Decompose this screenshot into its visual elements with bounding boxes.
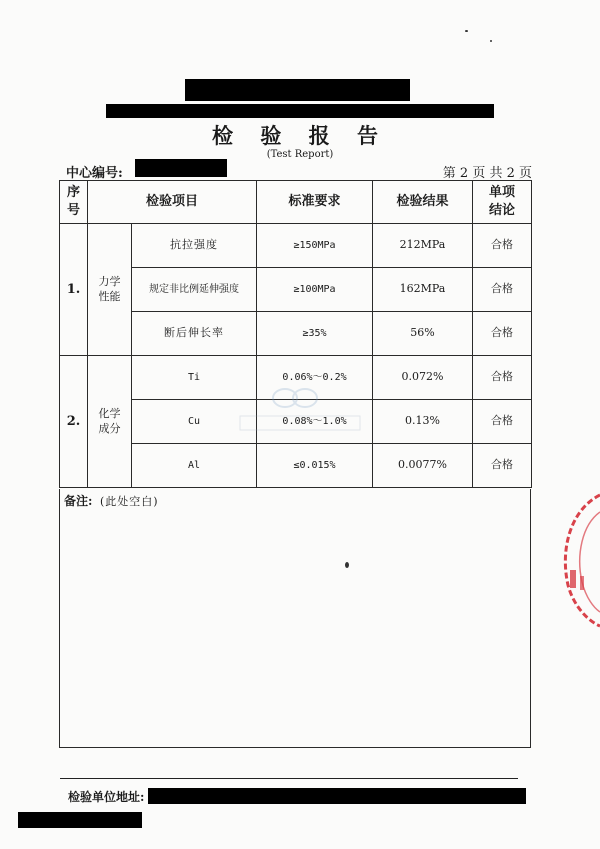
group-category: 力学性能 <box>88 224 132 356</box>
item-conclusion: 合格 <box>473 224 532 268</box>
center-no-label: 中心编号: <box>66 166 123 181</box>
table-header-row <box>60 181 532 224</box>
item-conclusion: 合格 <box>473 312 532 356</box>
item-conclusion: 合格 <box>473 356 532 400</box>
item-result: 162MPa <box>373 268 473 312</box>
item-result: 0.072% <box>373 356 473 400</box>
item-requirement: ≤0.015% <box>257 444 373 488</box>
item-name: Cu <box>132 400 257 444</box>
remarks-text: (此处空白) <box>100 495 159 508</box>
page-number: 第 2 页 共 2 页 <box>442 166 532 181</box>
redacted-header-line-2 <box>106 104 494 118</box>
header-result: 检验结果 <box>373 181 473 224</box>
group-no: 2. <box>60 356 88 488</box>
remarks-box <box>59 489 531 748</box>
redacted-header-line-1 <box>185 79 410 101</box>
scan-speck <box>345 562 349 568</box>
header-conclusion: 单项结论 <box>473 181 532 224</box>
item-name: Al <box>132 444 257 488</box>
item-result: 56% <box>373 312 473 356</box>
group-category: 化学成分 <box>88 356 132 488</box>
group-no: 1. <box>60 224 88 356</box>
item-requirement: ≥100MPa <box>257 268 373 312</box>
redacted-footer-code <box>18 812 142 828</box>
watermark-logo <box>230 378 370 438</box>
table-row <box>60 224 532 268</box>
item-conclusion: 合格 <box>473 268 532 312</box>
address-label: 检验单位地址: <box>68 790 145 804</box>
report-subtitle: (Test Report) <box>266 149 334 160</box>
item-result: 212MPa <box>373 224 473 268</box>
item-requirement: ≥150MPa <box>257 224 373 268</box>
item-name: 断后伸长率 <box>132 312 257 356</box>
scan-speck <box>490 40 492 42</box>
item-result: 0.0077% <box>373 444 473 488</box>
remarks-label: 备注: <box>64 494 93 508</box>
item-result: 0.13% <box>373 400 473 444</box>
item-requirement: ≥35% <box>257 312 373 356</box>
item-conclusion: 合格 <box>473 444 532 488</box>
official-seal-stamp <box>560 490 600 630</box>
footer-rule <box>60 778 518 779</box>
redacted-address <box>148 788 526 804</box>
report-title: 检 验 报 告 <box>212 123 388 148</box>
item-name: 规定非比例延伸强度 <box>132 268 257 312</box>
test-results-table <box>59 180 532 488</box>
item-conclusion: 合格 <box>473 400 532 444</box>
redacted-center-no <box>135 159 227 177</box>
item-name: Ti <box>132 356 257 400</box>
header-requirement: 标准要求 <box>257 181 373 224</box>
header-item: 检验项目 <box>88 181 257 224</box>
item-name: 抗拉强度 <box>132 224 257 268</box>
header-no: 序号 <box>60 181 88 224</box>
item-requirement: 0.06%～0.2% <box>257 356 373 400</box>
item-requirement: 0.08%～1.0% <box>257 400 373 444</box>
scan-speck <box>465 30 468 32</box>
